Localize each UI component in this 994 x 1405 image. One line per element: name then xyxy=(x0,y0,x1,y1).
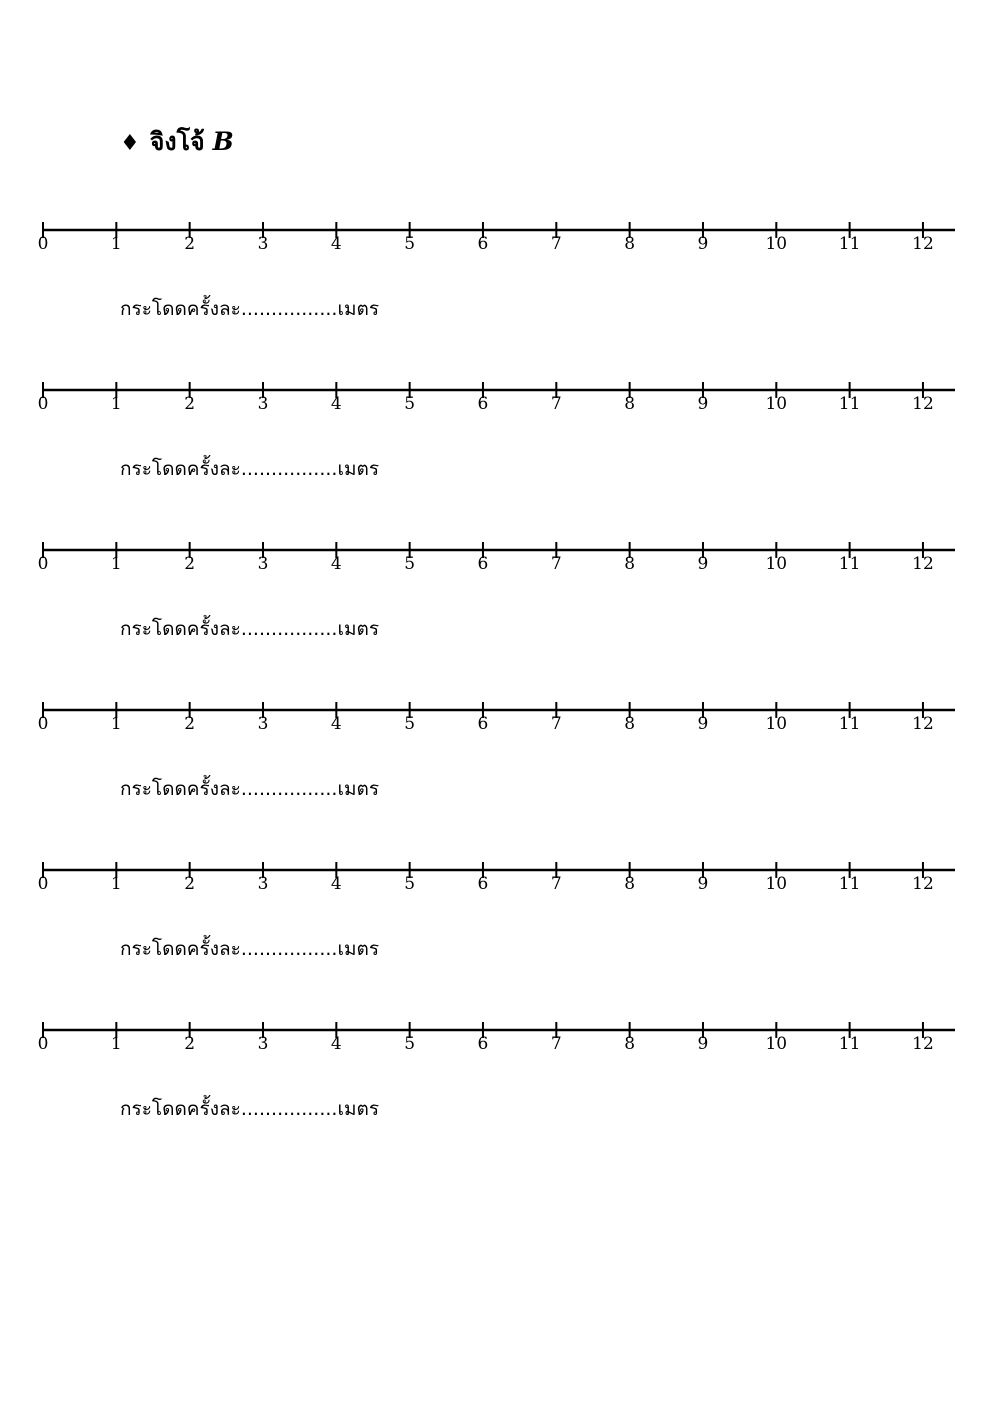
number-line xyxy=(0,860,994,900)
jump-length-caption: กระโดดครั้งละ................เมตร xyxy=(120,778,380,800)
tick-label: 0 xyxy=(37,394,49,414)
tick-label: 4 xyxy=(330,1034,342,1054)
heading-title: จิงโจ้ xyxy=(149,127,205,156)
tick-label: 5 xyxy=(404,394,416,414)
tick-label: 6 xyxy=(477,394,489,414)
tick-label: 0 xyxy=(37,714,49,734)
tick-label: 12 xyxy=(912,394,934,414)
number-line-axis xyxy=(0,380,994,400)
tick-label: 11 xyxy=(838,1034,861,1054)
tick-label: 7 xyxy=(550,234,562,254)
tick-label: 12 xyxy=(912,234,934,254)
tick-label: 2 xyxy=(184,874,196,894)
tick-label: 9 xyxy=(697,554,709,574)
tick-label: 6 xyxy=(477,554,489,574)
tick-label: 12 xyxy=(912,714,934,734)
tick-label: 0 xyxy=(37,1034,49,1054)
tick-label: 9 xyxy=(697,234,709,254)
tick-label: 4 xyxy=(330,234,342,254)
tick-label: 1 xyxy=(110,234,122,254)
tick-label: 5 xyxy=(404,714,416,734)
tick-label: 7 xyxy=(550,714,562,734)
tick-label: 8 xyxy=(624,234,636,254)
tick-label: 3 xyxy=(257,554,269,574)
tick-label: 11 xyxy=(838,874,861,894)
tick-label: 2 xyxy=(184,554,196,574)
jump-length-caption: กระโดดครั้งละ................เมตร xyxy=(120,938,380,960)
tick-label: 1 xyxy=(110,1034,122,1054)
tick-label: 3 xyxy=(257,234,269,254)
tick-label: 10 xyxy=(765,714,788,734)
tick-label: 9 xyxy=(697,394,709,414)
jump-length-caption: กระโดดครั้งละ................เมตร xyxy=(120,298,380,320)
tick-label: 10 xyxy=(765,394,788,414)
tick-label: 4 xyxy=(330,874,342,894)
tick-label: 10 xyxy=(765,1034,788,1054)
tick-label: 7 xyxy=(550,1034,562,1054)
tick-label: 1 xyxy=(110,554,122,574)
number-line-axis xyxy=(0,860,994,880)
tick-label: 9 xyxy=(697,1034,709,1054)
tick-label: 11 xyxy=(838,554,861,574)
tick-label: 11 xyxy=(838,394,861,414)
tick-label: 0 xyxy=(37,234,49,254)
tick-label: 7 xyxy=(550,554,562,574)
jump-length-caption: กระโดดครั้งละ................เมตร xyxy=(120,1098,380,1120)
tick-label: 8 xyxy=(624,554,636,574)
number-line-axis xyxy=(0,700,994,720)
tick-label: 4 xyxy=(330,714,342,734)
tick-label: 7 xyxy=(550,874,562,894)
heading-variable: B xyxy=(212,127,234,156)
tick-label: 6 xyxy=(477,234,489,254)
tick-label: 5 xyxy=(404,1034,416,1054)
tick-label: 12 xyxy=(912,1034,934,1054)
tick-label: 10 xyxy=(765,234,788,254)
tick-label: 10 xyxy=(765,874,788,894)
tick-label: 12 xyxy=(912,874,934,894)
tick-label: 3 xyxy=(257,874,269,894)
number-line xyxy=(0,700,994,740)
number-line xyxy=(0,220,994,260)
tick-label: 1 xyxy=(110,714,122,734)
diamond-bullet-icon: ♦ xyxy=(120,131,140,156)
tick-label: 1 xyxy=(110,874,122,894)
tick-label: 3 xyxy=(257,714,269,734)
tick-label: 8 xyxy=(624,874,636,894)
tick-label: 6 xyxy=(477,874,489,894)
tick-label: 5 xyxy=(404,874,416,894)
tick-label: 5 xyxy=(404,234,416,254)
tick-label: 11 xyxy=(838,714,861,734)
jump-length-caption: กระโดดครั้งละ................เมตร xyxy=(120,458,380,480)
tick-label: 0 xyxy=(37,554,49,574)
tick-label: 8 xyxy=(624,394,636,414)
tick-label: 12 xyxy=(912,554,934,574)
tick-label: 3 xyxy=(257,1034,269,1054)
tick-label: 9 xyxy=(697,874,709,894)
number-line-axis xyxy=(0,220,994,240)
tick-label: 9 xyxy=(697,714,709,734)
tick-label: 10 xyxy=(765,554,788,574)
number-line-axis xyxy=(0,540,994,560)
tick-label: 4 xyxy=(330,554,342,574)
tick-label: 2 xyxy=(184,234,196,254)
tick-label: 6 xyxy=(477,1034,489,1054)
tick-label: 5 xyxy=(404,554,416,574)
tick-label: 0 xyxy=(37,874,49,894)
tick-label: 11 xyxy=(838,234,861,254)
tick-label: 1 xyxy=(110,394,122,414)
tick-label: 8 xyxy=(624,714,636,734)
worksheet-heading xyxy=(120,122,234,162)
number-line-axis xyxy=(0,1020,994,1040)
tick-label: 3 xyxy=(257,394,269,414)
tick-label: 2 xyxy=(184,1034,196,1054)
tick-label: 4 xyxy=(330,394,342,414)
tick-label: 2 xyxy=(184,394,196,414)
number-line xyxy=(0,540,994,580)
tick-label: 8 xyxy=(624,1034,636,1054)
number-line xyxy=(0,380,994,420)
tick-label: 7 xyxy=(550,394,562,414)
tick-label: 2 xyxy=(184,714,196,734)
jump-length-caption: กระโดดครั้งละ................เมตร xyxy=(120,618,380,640)
number-line xyxy=(0,1020,994,1060)
tick-label: 6 xyxy=(477,714,489,734)
